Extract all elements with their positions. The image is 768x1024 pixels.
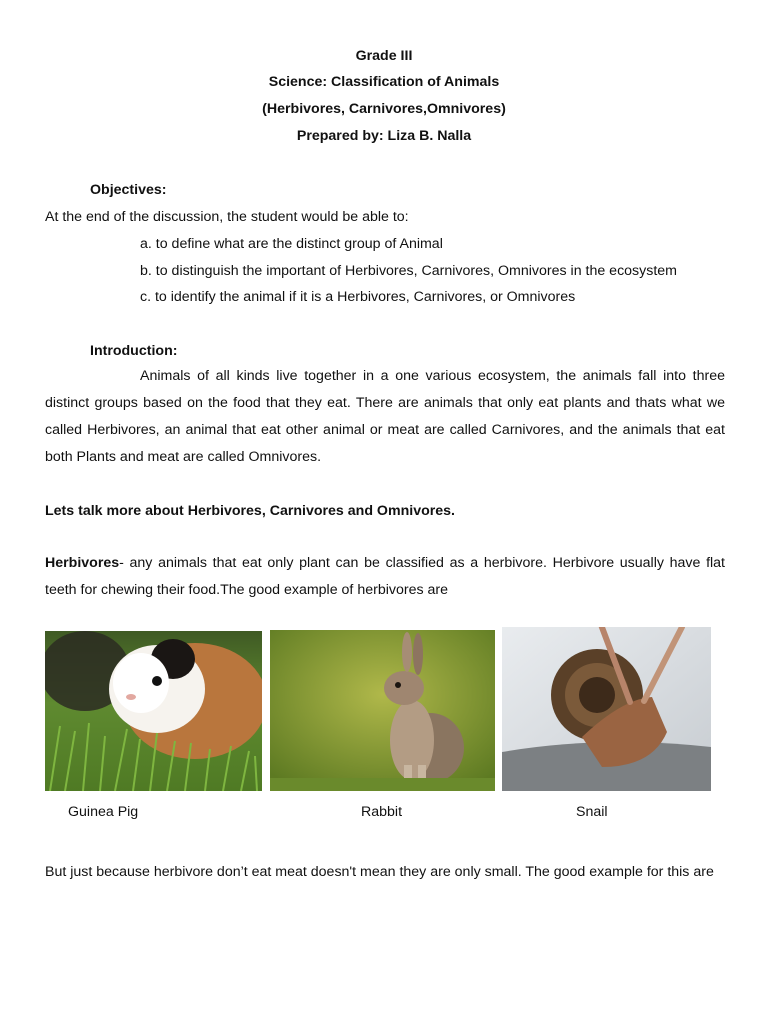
closing-paragraph: But just because herbivore don’t eat meat doesn't mean they are only small. The good example for this are <box>45 864 714 880</box>
caption-guinea-pig: Guinea Pig <box>68 804 139 820</box>
caption-rabbit: Rabbit <box>361 804 403 820</box>
objective-item: a. to define what are the distinct group of Animal <box>140 236 443 252</box>
objective-item: b. to distinguish the important of Herbivores, Carnivores, Omnivores in the ecosystem <box>140 263 677 279</box>
caption-snail: Snail <box>576 804 608 820</box>
herbivores-term: Herbivores <box>45 555 120 571</box>
grade-heading: Grade III <box>355 48 413 64</box>
subject-heading: Science: Classification of Animals <box>268 74 500 90</box>
introduction-heading: Introduction: <box>90 343 178 359</box>
rabbit-photo <box>270 630 495 791</box>
objectives-lead: At the end of the discussion, the student would be able to: <box>45 209 409 225</box>
herbivores-definition: - any animals that eat only plant can be classified as a herbivore. Herbivore usually have flat teeth for chewing their food.The good example of herbivores are <box>45 555 725 598</box>
snail-photo <box>502 627 711 791</box>
guinea-pig-photo <box>45 631 262 791</box>
objective-item: c. to identify the animal if it is a Herbivores, Carnivores, or Omnivores <box>140 289 576 305</box>
prepared-by: Prepared by: Liza B. Nalla <box>296 128 472 144</box>
introduction-body: Animals of all kinds live together in a one various ecosystem, the animals fall into three distinct groups based on the food that they eat. There are animals that only eat plants and thats what we called Herbivores, an animal that eat other animal or meat are called Carnivores, and the animals that eat both Plants and meat are called Omnivores. <box>45 368 725 465</box>
herbivores-paragraph <box>45 550 725 604</box>
talk-more-heading: Lets talk more about Herbivores, Carnivores and Omnivores. <box>45 503 455 519</box>
topics-heading: (Herbivores, Carnivores,Omnivores) <box>262 101 506 117</box>
objectives-heading: Objectives: <box>90 182 167 198</box>
